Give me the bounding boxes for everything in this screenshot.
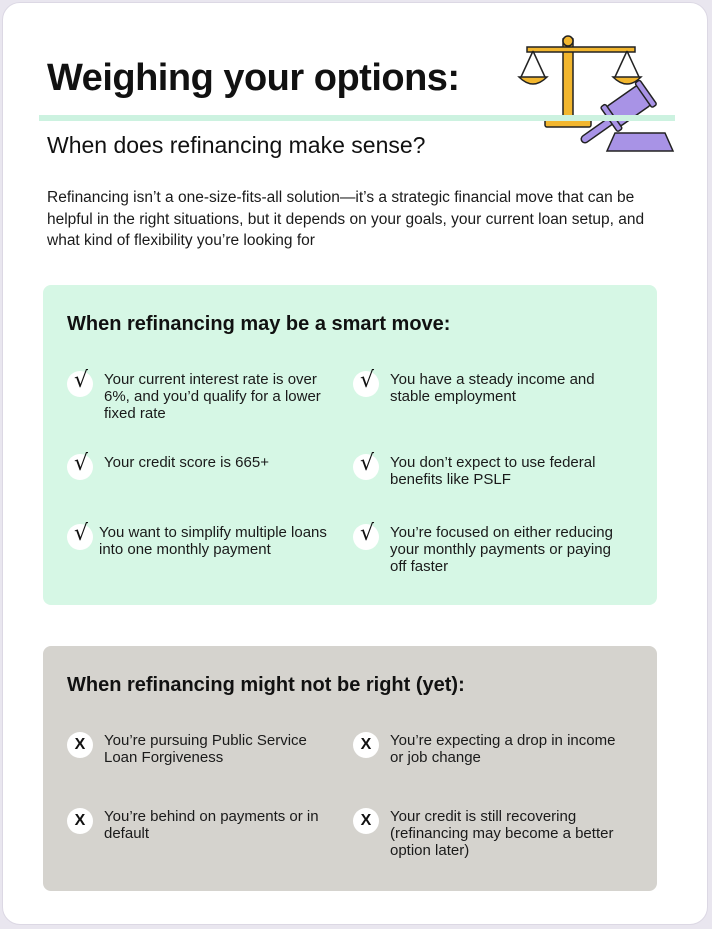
smart-item-text: You have a steady income and stable employment [390, 371, 595, 405]
smart-item-text: You want to simplify multiple loans into one monthly payment [99, 524, 327, 558]
x-icon: X [353, 732, 379, 758]
scales-and-gavel-icon [515, 29, 685, 159]
check-icon: √ [353, 454, 379, 480]
check-icon: √ [67, 454, 93, 480]
x-icon: X [67, 808, 93, 834]
smart-item-text: You’re focused on either reducing your monthly payments or paying off faster [390, 524, 613, 575]
check-icon: √ [353, 524, 379, 550]
infographic-card [2, 2, 708, 925]
not-right-item-text: You’re behind on payments or in default [104, 808, 319, 842]
x-icon: X [67, 732, 93, 758]
x-icon: X [353, 808, 379, 834]
check-icon: √ [67, 524, 93, 550]
page-title: Weighing your options: [47, 57, 460, 99]
check-icon: √ [353, 371, 379, 397]
not-right-item-text: Your credit is still recovering (refinancing may become a better option later) [390, 808, 614, 859]
smart-move-title: When refinancing may be a smart move: [67, 313, 451, 335]
not-right-title: When refinancing might not be right (yet): [67, 674, 465, 696]
smart-item-text: You don’t expect to use federal benefits like PSLF [390, 454, 596, 488]
check-icon: √ [67, 371, 93, 397]
not-right-item-text: You’re pursuing Public Service Loan Forgiveness [104, 732, 307, 766]
smart-item-text: Your current interest rate is over 6%, and you’d qualify for a lower fixed rate [104, 371, 321, 422]
not-right-item-text: You’re expecting a drop in income or job change [390, 732, 616, 766]
smart-move-panel [43, 285, 657, 605]
title-underline [39, 115, 675, 121]
smart-item-text: Your credit score is 665+ [104, 454, 269, 471]
intro-paragraph: Refinancing isn’t a one-size-fits-all solution—it’s a strategic financial move that can be helpful in the right situations, but it depends on your goals, your current loan setup, and what kind of flexibility you’re looking for [47, 189, 645, 249]
page-subtitle: When does refinancing make sense? [47, 132, 426, 158]
not-right-panel [43, 646, 657, 891]
